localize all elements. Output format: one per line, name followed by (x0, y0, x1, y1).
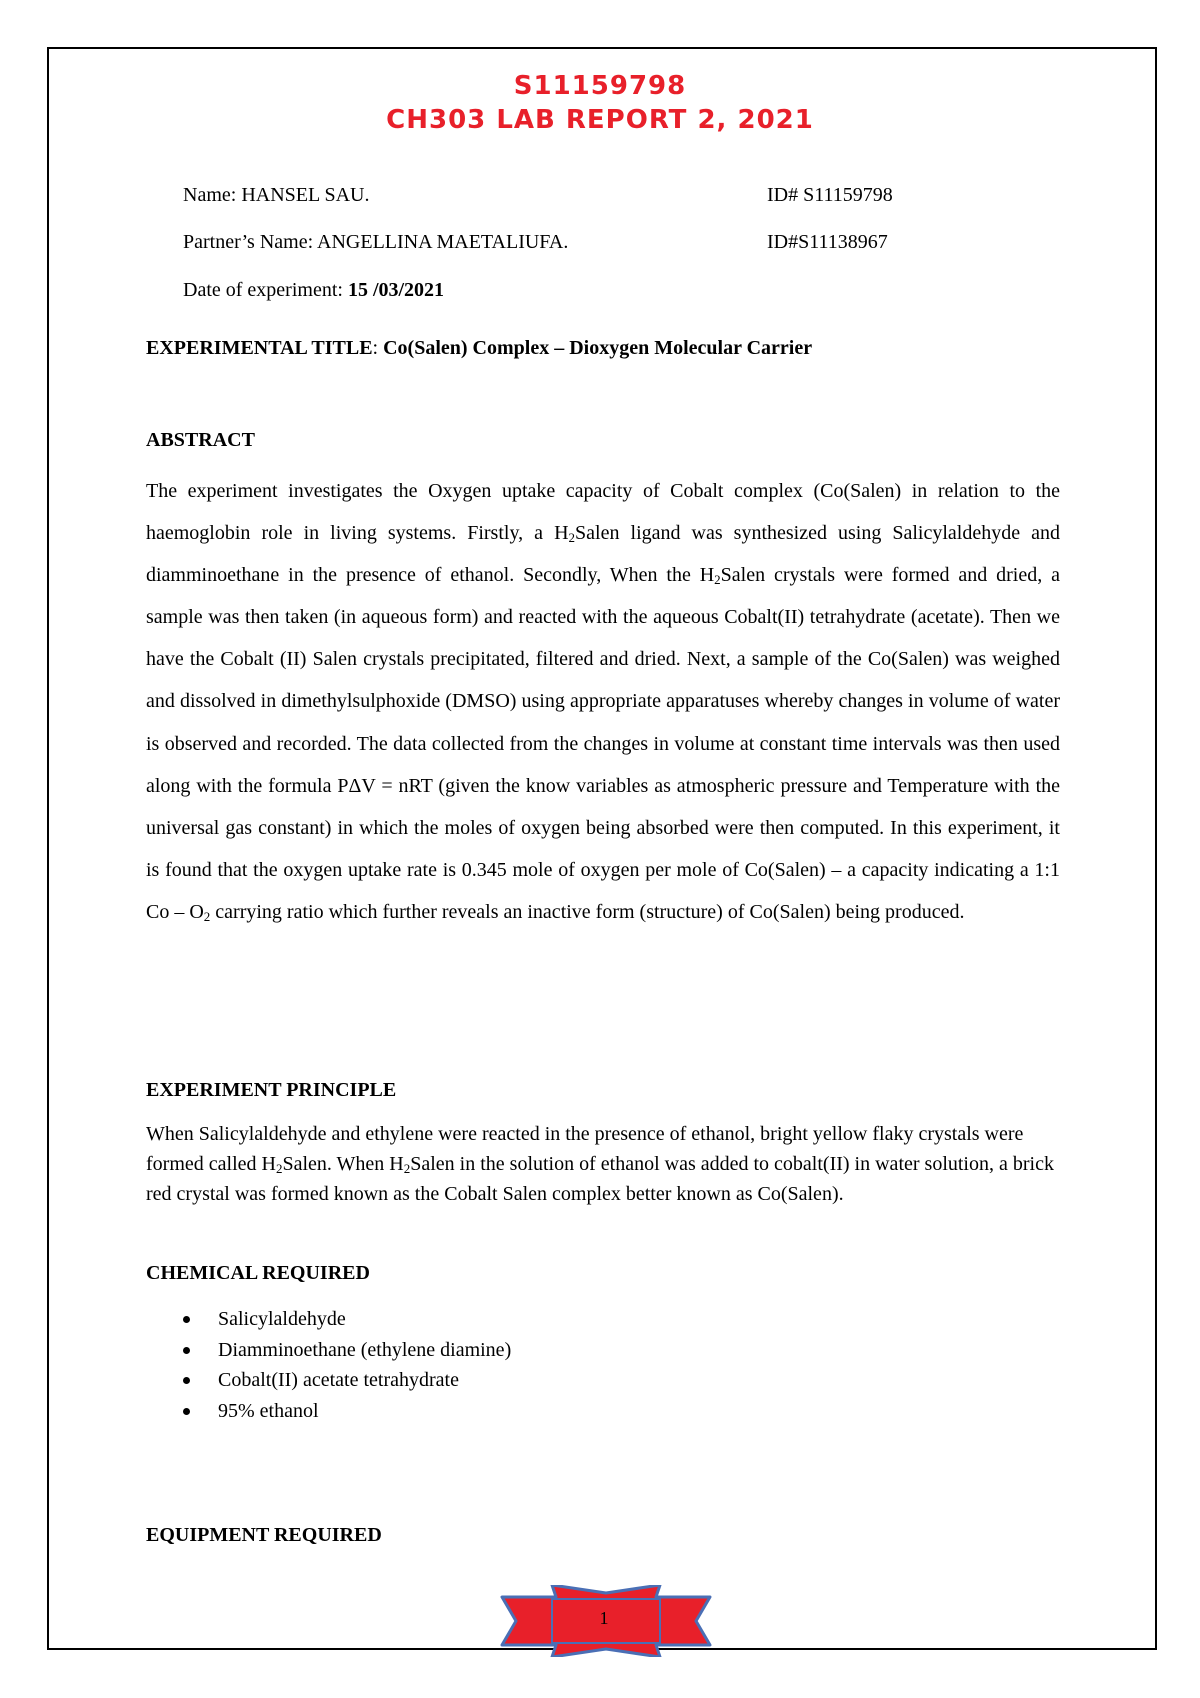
partner-label: Partner’s Name: (183, 231, 318, 253)
abstract-text-1: The experiment investigates the Oxygen uptake capacity of Cobalt complex (Co(Salen) in relation to the haemoglobin role in living systems. Firstly, a H (146, 480, 1060, 545)
experiment-date (183, 280, 444, 300)
partner-value: ANGELLINA MAETALIUFA. (317, 231, 569, 253)
student-id: ID# S11159798 (767, 184, 893, 206)
chemicals-heading: CHEMICAL REQUIRED (146, 1262, 370, 1284)
abstract-text-3: Salen crystals were formed and dried, a sample was then taken (in aqueous form) and reacted with the aqueous Cobalt(II) tetrahydrate (acetate). Then we have the Cobalt (II) Salen crystals precipitated, filtered and dried. Next, a sample of the Co(Salen) was weighed and dissolved in dimethylsulphoxide (DMSO) using appropriate apparatuses whereby changes in volume of water is observed and recorded. The data collected from the changes in volume at constant time intervals was then used along with the formula PΔV = nRT (given the know variables as atmospheric pressure and Temperature with the universal gas constant) in which the moles of oxygen being absorbed were then computed. In this experiment, it is found that the oxygen uptake rate is 0.345 mole of oxygen per mole of Co(Salen) – a capacity indicating a 1:1 Co – O (146, 564, 1060, 923)
bullet-icon (183, 1316, 190, 1323)
principle-heading: EXPERIMENT PRINCIPLE (146, 1079, 397, 1101)
page-number: 1 (599, 1608, 609, 1628)
list-item (146, 1335, 511, 1366)
list-item (146, 1304, 511, 1335)
abstract-heading: ABSTRACT (146, 429, 255, 451)
abstract-body (146, 470, 1060, 933)
name-value: HANSEL SAU. (241, 184, 370, 206)
partner-id: ID#S11138967 (767, 231, 888, 253)
date-value: 15 /03/2021 (347, 279, 445, 301)
experimental-title (146, 338, 812, 358)
equipment-heading: EQUIPMENT REQUIRED (146, 1524, 382, 1546)
report-title: CH303 LAB REPORT 2, 2021 (386, 105, 814, 135)
list-item-text: Cobalt(II) acetate tetrahydrate (218, 1369, 459, 1391)
list-item-text: Diamminoethane (ethylene diamine) (218, 1338, 512, 1361)
principle-text-3: Salen in the solution of ethanol was added to cobalt(II) in water solution, a brick red crystal was formed known as the Cobalt Salen complex better known as Co(Salen). (146, 1153, 1054, 1205)
abstract-text-2: Salen ligand was synthesized using Salicylaldehyde and diamminoethane in the presence of ethanol. Secondly, When the H (146, 522, 1061, 587)
list-item (146, 1396, 511, 1427)
abstract-sub-2: 2 (714, 572, 721, 588)
bullet-icon (183, 1408, 190, 1415)
abstract-sub-3: 2 (203, 908, 211, 924)
principle-body (146, 1119, 1060, 1209)
list-item-text: 95% ethanol (218, 1399, 319, 1422)
experimental-title-label: EXPERIMENTAL TITLE (146, 337, 373, 359)
principle-sub-1: 2 (275, 1161, 283, 1176)
bullet-icon (183, 1347, 190, 1354)
principle-text-1: When Salicylaldehyde and ethylene were reacted in the presence of ethanol, bright yellow flaky crystals were formed called H (146, 1123, 1024, 1175)
principle-text-2: Salen. When H (282, 1153, 404, 1175)
list-item-text: Salicylaldehyde (218, 1308, 346, 1330)
bullet-icon (183, 1377, 190, 1384)
experimental-title-value: Co(Salen) Complex – Dioxygen Molecular Carrier (383, 337, 813, 359)
chemicals-list (146, 1304, 511, 1426)
abstract-text-4: carrying ratio which further reveals an inactive form (structure) of Co(Salen) being produced. (210, 900, 965, 923)
principle-sub-2: 2 (403, 1161, 411, 1176)
student-id-title: S11159798 (513, 71, 687, 101)
date-label: Date of experiment: (183, 279, 348, 301)
partner-name (183, 232, 568, 252)
student-name (183, 185, 369, 205)
list-item (146, 1365, 511, 1396)
abstract-sub-1: 2 (568, 530, 576, 546)
experimental-title-colon: : (372, 337, 384, 359)
name-label: Name: (183, 184, 242, 206)
